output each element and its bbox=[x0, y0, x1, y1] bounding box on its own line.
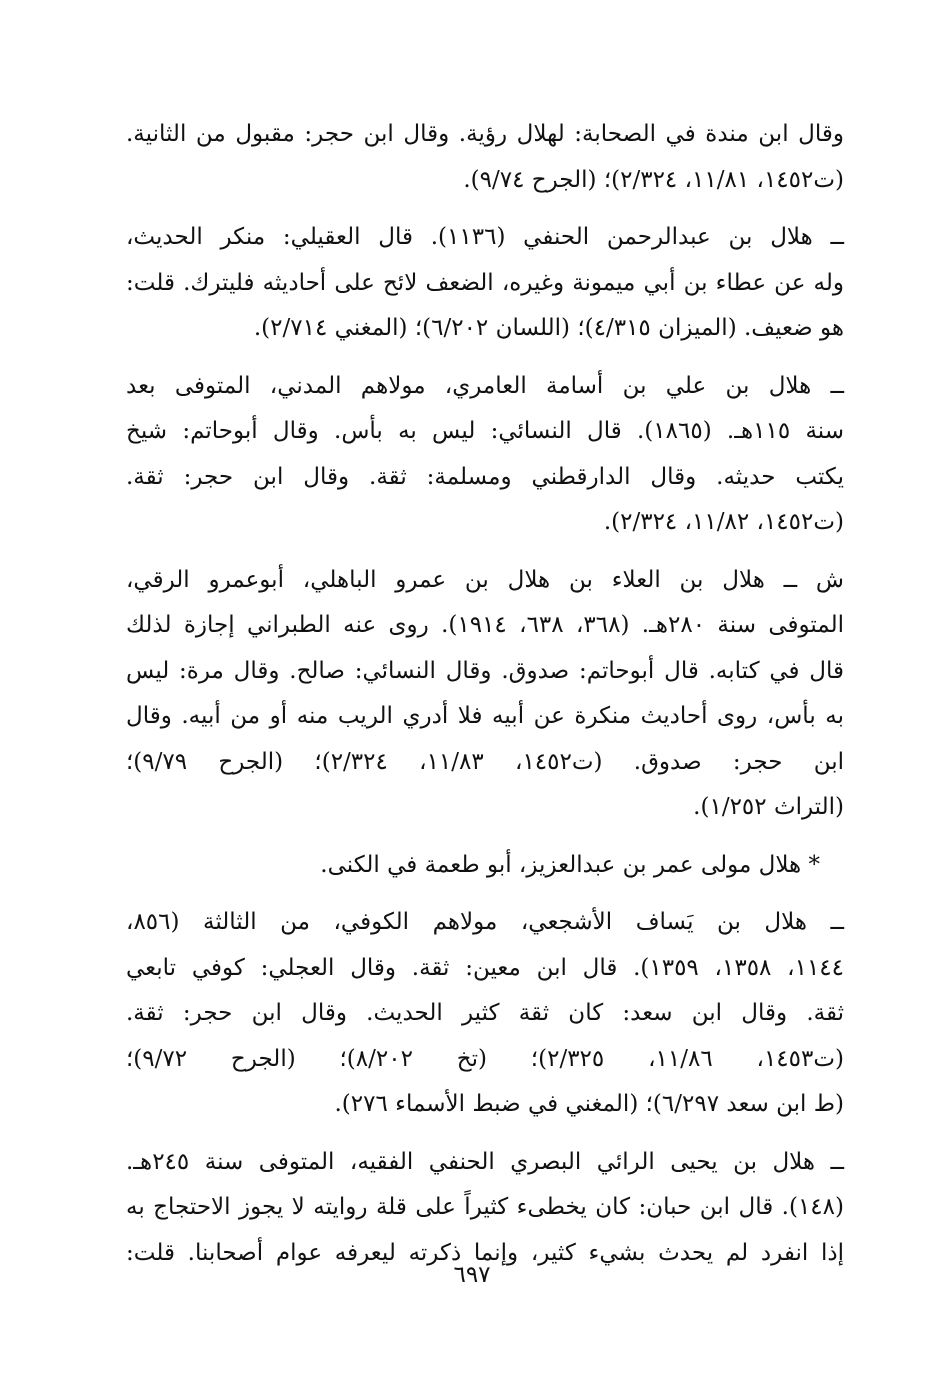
text-line: ــ هلال بن يَساف الأشجعي، مولاهم الكوفي، من الثالثة (٨٥٦، bbox=[126, 909, 844, 935]
text-line: ــ هلال بن علي بن أسامة العامري، مولاهم المدني، المتوفى بعد bbox=[126, 372, 844, 399]
text-line: ش ــ هلال بن العلاء بن هلال بن عمرو الباهلي، أبوعمرو الرقي، bbox=[126, 566, 844, 593]
text-line: (ت١٤٥٢، ١١/٨٢، ٢/٣٢٤). bbox=[603, 509, 844, 535]
page-body bbox=[126, 112, 844, 1276]
text-line: ابن حجر: صدوق. (ت١٤٥٢، ١١/٨٣، ٢/٣٢٤)؛ (الجرح ٩/٧٩)؛ bbox=[126, 748, 844, 775]
text-line: إذا انفرد لم يحدث بشيء كثير، وإنما ذكرته ليعرفه عوام أصحابنا. قلت: bbox=[126, 1239, 844, 1266]
entry-paragraph bbox=[126, 112, 844, 203]
text-line: هو ضعيف. (الميزان ٤/٣١٥)؛ (اللسان ٦/٢٠٢)؛ (المغني ٢/٧١٤). bbox=[253, 315, 844, 341]
text-line: ١١٤٤، ١٣٥٨، ١٣٥٩). قال ابن معين: ثقة. وقال العجلي: كوفي تابعي bbox=[126, 954, 845, 981]
text-line: (التراث ١/٢٥٢). bbox=[693, 794, 844, 820]
page-number: ٦٩٧ bbox=[453, 1262, 491, 1288]
entry-paragraph bbox=[126, 843, 844, 889]
text-line: * هلال مولى عمر بن عبدالعزيز، أبو طعمة في الكنى. bbox=[320, 851, 820, 878]
text-line: قال في كتابه. قال أبوحاتم: صدوق. وقال النسائي: صالح. وقال مرة: ليس bbox=[126, 657, 844, 684]
text-line: وله عن عطاء بن أبي ميمونة وغيره، الضعف لائح على أحاديثه فليترك. قلت: bbox=[126, 269, 844, 296]
text-line: (ت١٤٥٣، ١١/٨٦، ٢/٣٢٥)؛ (تخ ٨/٢٠٢)؛ (الجرح ٩/٧٢)؛ bbox=[126, 1045, 844, 1072]
text-line: (ط ابن سعد ٦/٢٩٧)؛ (المغني في ضبط الأسماء ٢٧٦). bbox=[334, 1091, 844, 1117]
entry-paragraph bbox=[126, 1140, 844, 1277]
entry-paragraph bbox=[126, 900, 844, 1128]
text-line: ثقة. وقال ابن سعد: كان ثقة كثير الحديث. وقال ابن حجر: ثقة. bbox=[126, 1000, 844, 1026]
text-line: ــ هلال بن يحيى الرائي البصري الحنفي الفقيه، المتوفى سنة ٢٤٥هـ. bbox=[126, 1148, 844, 1175]
text-line: يكتب حديثه. وقال الدارقطني ومسلمة: ثقة. وقال ابن حجر: ثقة. bbox=[126, 463, 844, 490]
entry-paragraph bbox=[126, 364, 844, 546]
text-line: المتوفى سنة ٢٨٠هـ. (٣٦٨، ٦٣٨، ١٩١٤). روى عنه الطبراني إجازة لذلك bbox=[126, 612, 844, 638]
text-line: (١٤٨). قال ابن حبان: كان يخطىء كثيراً على قلة روايته لا يجوز الاحتجاج به bbox=[126, 1194, 844, 1220]
text-line: وقال ابن مندة في الصحابة: لهلال رؤية. وقال ابن حجر: مقبول من الثانية. bbox=[126, 121, 844, 147]
text-line: (ت١٤٥٢، ١١/٨١، ٢/٣٢٤)؛ (الجرح ٩/٧٤). bbox=[463, 166, 844, 193]
text-line: ــ هلال بن عبدالرحمن الحنفي (١١٣٦). قال العقيلي: منكر الحديث، bbox=[126, 224, 844, 250]
text-line: به بأس، روى أحاديث منكرة عن أبيه فلا أدري الريب منه أو من أبيه. وقال bbox=[126, 703, 844, 729]
entry-paragraph bbox=[126, 558, 844, 831]
entry-paragraph bbox=[126, 215, 844, 352]
text-line: سنة ١١٥هـ. (١٨٦٥). قال النسائي: ليس به بأس. وقال أبوحاتم: شيخ bbox=[126, 418, 844, 444]
